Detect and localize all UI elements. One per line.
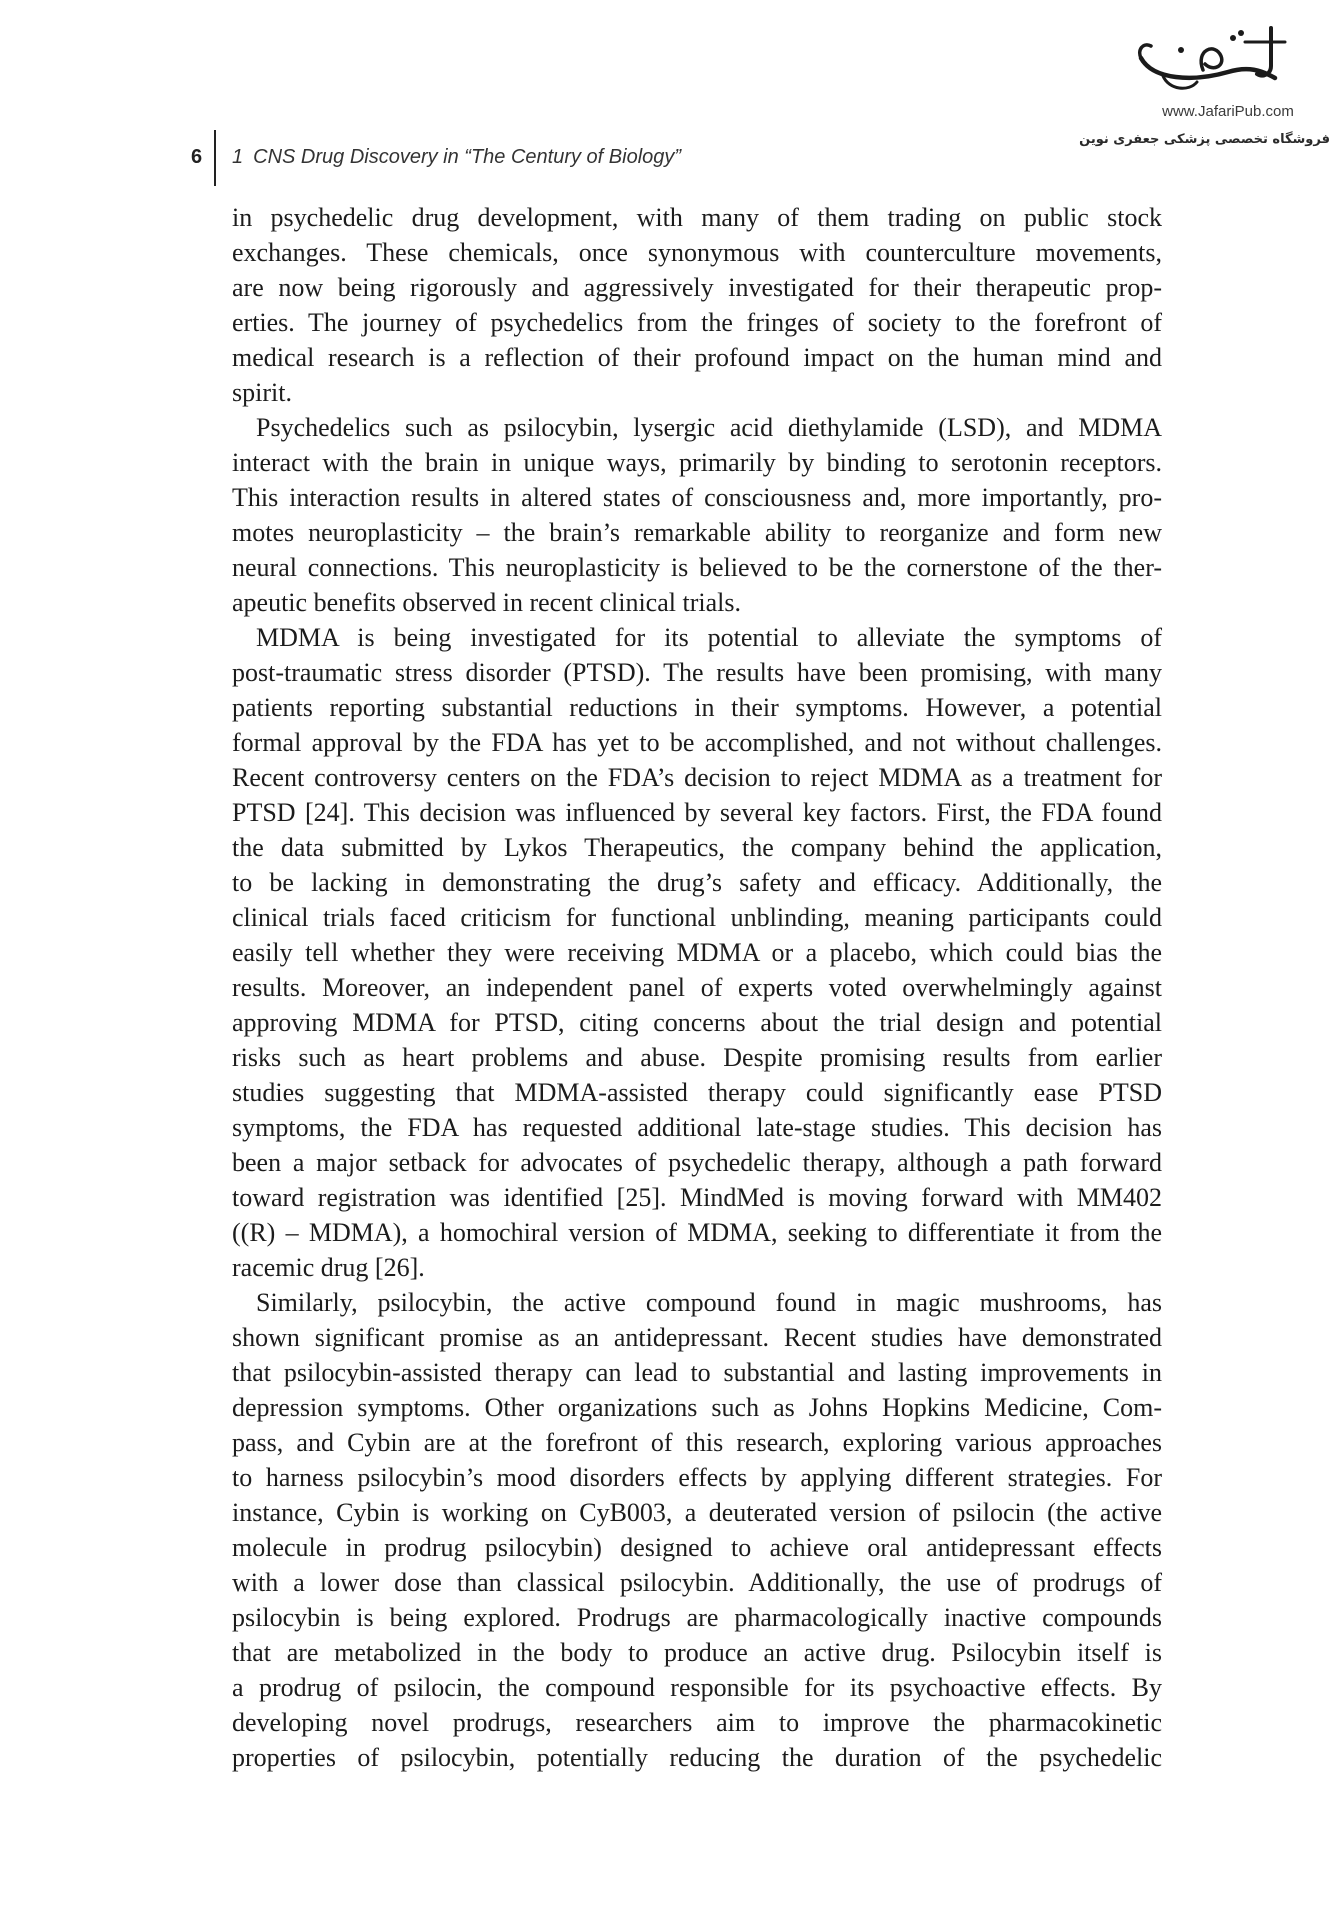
body-text [232,200,1162,1775]
chapter-number: 1 [232,146,244,168]
body-line: results. Moreover, an independent panel of experts voted overwhelmingly against [232,973,1162,1002]
logo-hook [1140,45,1151,58]
body-line: properties of psilocybin, potentially reducing the duration of the psychedelic [232,1743,1162,1772]
body-line: racemic drug [26]. [232,1253,425,1282]
body-line: that psilocybin-assisted therapy can lead to substantial and lasting improvements in [232,1358,1162,1387]
body-line: with a lower dose than classical psilocybin. Additionally, the use of prodrugs of [232,1568,1162,1597]
body-line: the data submitted by Lykos Therapeutics, the company behind the application, [232,833,1162,862]
body-line: in psychedelic drug development, with many of them trading on public stock [232,203,1162,232]
body-line: to harness psilocybin’s mood disorders effects by applying different strategies. For [232,1463,1162,1492]
body-line: This interaction results in altered states of consciousness and, more importantly, pro- [232,483,1162,512]
body-line: Recent controversy centers on the FDA’s decision to reject MDMA as a treatment for [232,763,1162,792]
body-line: motes neuroplasticity – the brain’s remarkable ability to reorganize and form new [232,518,1162,547]
body-line: clinical trials faced criticism for functional unblinding, meaning participants could [232,903,1162,932]
body-line: symptoms, the FDA has requested additional late-stage studies. This decision has [232,1113,1162,1142]
publisher-logo [1133,20,1293,100]
body-line: neural connections. This neuroplasticity is believed to be the cornerstone of the ther- [232,553,1162,582]
publisher-url: www.JafariPub.com [1162,103,1294,120]
body-line: patients reporting substantial reductions in their symptoms. However, a potential [232,693,1162,722]
body-line: ((R) – MDMA), a homochiral version of MDMA, seeking to differentiate it from the [232,1218,1162,1247]
body-line: post-traumatic stress disorder (PTSD). The results have been promising, with many [232,658,1162,687]
body-line: PTSD [24]. This decision was influenced by several key factors. First, the FDA found [232,798,1162,827]
body-line: a prodrug of psilocin, the compound responsible for its psychoactive effects. By [232,1673,1162,1702]
body-line: erties. The journey of psychedelics from the fringes of society to the forefront of [232,308,1162,337]
body-line: shown significant promise as an antidepressant. Recent studies have demonstrated [232,1323,1162,1352]
body-line: instance, Cybin is working on CyB003, a deuterated version of psilocin (the active [232,1498,1162,1527]
body-line: molecule in prodrug psilocybin) designed to achieve oral antidepressant effects [232,1533,1162,1562]
body-line: psilocybin is being explored. Prodrugs are pharmacologically inactive compounds [232,1603,1162,1632]
body-line: risks such as heart problems and abuse. Despite promising results from earlier [232,1043,1162,1072]
body-line: spirit. [232,378,292,407]
body-line: easily tell whether they were receiving MDMA or a placebo, which could bias the [232,938,1162,967]
paragraph [232,1285,1162,1775]
body-line: MDMA is being investigated for its potential to alleviate the symptoms of [256,623,1162,652]
chapter-title: CNS Drug Discovery in “The Century of Biology” [253,146,682,168]
logo-dot [1178,47,1184,53]
logo-loop [1201,49,1222,70]
body-line: exchanges. These chemicals, once synonymous with counterculture movements, [232,238,1162,267]
body-line: that are metabolized in the body to produce an active drug. Psilocybin itself is [232,1638,1162,1667]
body-line: formal approval by the FDA has yet to be accomplished, and not without challenges. [232,728,1162,757]
body-line: to be lacking in demonstrating the drug’s safety and efficacy. Additionally, the [232,868,1162,897]
publisher-store-name: فروشگاه تخصصی پزشکی جعفری نوین [1079,132,1330,147]
body-line: toward registration was identified [25]. MindMed is moving forward with MM402 [232,1183,1162,1212]
paragraph [232,410,1162,620]
body-line: been a major setback for advocates of psychedelic therapy, although a path forward [232,1148,1162,1177]
body-line: medical research is a reflection of their profound impact on the human mind and [232,343,1162,372]
page-number: 6 [191,146,203,168]
body-line: apeutic benefits observed in recent clinical trials. [232,588,741,617]
body-line: Similarly, psilocybin, the active compound found in magic mushrooms, has [256,1288,1162,1317]
logo-dot [1230,35,1236,41]
body-line: developing novel prodrugs, researchers aim to improve the pharmacokinetic [232,1708,1162,1737]
body-line: Psychedelics such as psilocybin, lysergic acid diethylamide (LSD), and MDMA [256,413,1162,442]
header-divider [214,130,216,186]
logo-stem [1257,28,1271,76]
running-header [232,145,681,169]
paragraph [232,200,1162,410]
logo-dot [1238,30,1244,36]
body-line: pass, and Cybin are at the forefront of this research, exploring various approaches [232,1428,1162,1457]
body-line: approving MDMA for PTSD, citing concerns about the trial design and potential [232,1008,1162,1037]
paragraph [232,620,1162,1285]
body-line: depression symptoms. Other organizations such as Johns Hopkins Medicine, Com- [232,1393,1162,1422]
publisher-logo-strokes [1140,28,1285,88]
body-line: studies suggesting that MDMA-assisted therapy could significantly ease PTSD [232,1078,1162,1107]
body-line: interact with the brain in unique ways, primarily by binding to serotonin receptors. [232,448,1162,477]
body-line: are now being rigorously and aggressively investigated for their therapeutic prop- [232,273,1162,302]
